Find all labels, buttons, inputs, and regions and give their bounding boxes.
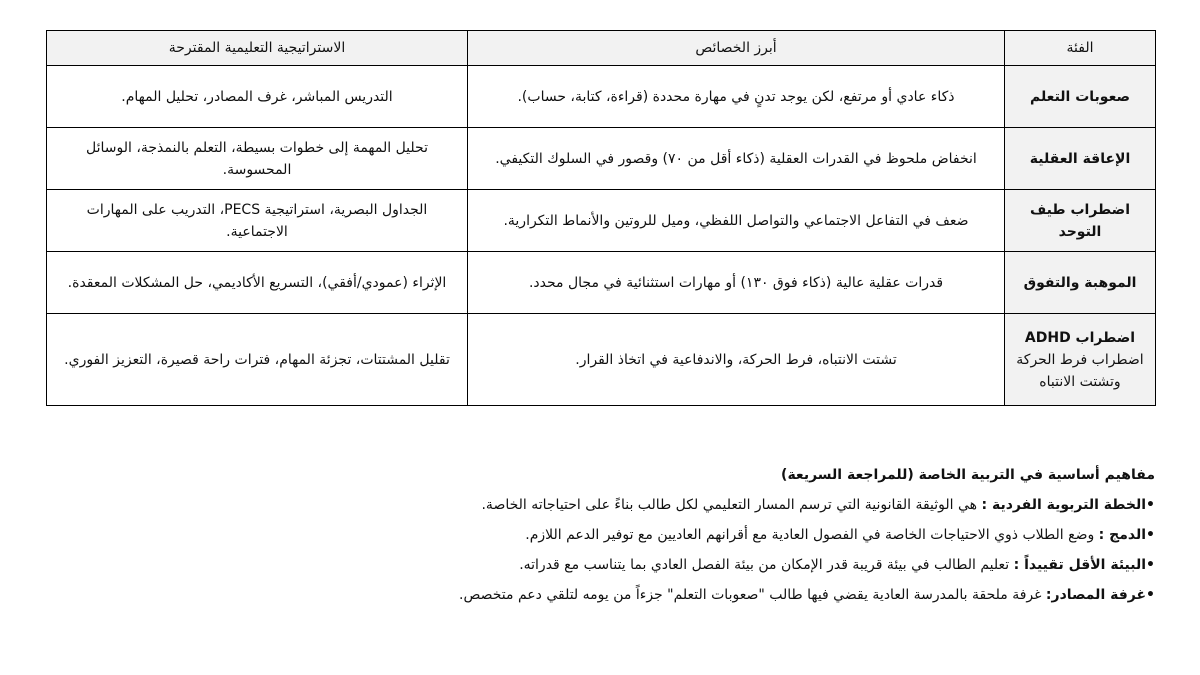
row-category	[1005, 314, 1156, 406]
row-strategy: التدريس المباشر، غرف المصادر، تحليل المهام.	[47, 66, 468, 128]
row-traits: انخفاض ملحوظ في القدرات العقلية (ذكاء أقل من ٧٠) وقصور في السلوك التكيفي.	[468, 128, 1005, 190]
category-label: صعوبات التعلم	[1029, 88, 1131, 105]
row-traits: ضعف في التفاعل الاجتماعي والتواصل اللفظي، وميل للروتين والأنماط التكرارية.	[468, 190, 1005, 252]
concept-definition: هي الوثيقة القانونية التي ترسم المسار التعليمي لكل طالب بناءً على احتياجاته الخاصة.	[481, 497, 982, 513]
category-label: الإعاقة العقلية	[1029, 150, 1131, 167]
row-strategy: تحليل المهمة إلى خطوات بسيطة، التعلم بالنمذجة، الوسائل المحسوسة.	[47, 128, 468, 190]
key-concepts-section	[46, 460, 1155, 610]
row-strategy: تقليل المشتتات، تجزئة المهام، فترات راحة قصيرة، التعزيز الفوري.	[47, 314, 468, 406]
concept-term: •البيئة الأقل تقييداً :	[1013, 557, 1155, 573]
concept-definition: غرفة ملحقة بالمدرسة العادية يقضي فيها طالب "صعوبات التعلم" جزءاً من يومه لتلقي دعم متخصص.	[459, 587, 1046, 603]
concept-term: •الخطة التربوية الفردية :	[981, 497, 1155, 513]
special-education-table	[46, 30, 1156, 406]
category-label: اضطراب طيف التوحد	[1030, 201, 1130, 240]
table-row	[47, 190, 1156, 252]
row-traits: ذكاء عادي أو مرتفع، لكن يوجد تدنٍ في مهارة محددة (قراءة، كتابة، حساب).	[468, 66, 1005, 128]
table-row	[47, 252, 1156, 314]
header-traits: أبرز الخصائص	[468, 31, 1005, 66]
table-row	[47, 66, 1156, 128]
header-category: الفئة	[1005, 31, 1156, 66]
table-row	[47, 128, 1156, 190]
list-item	[46, 580, 1155, 610]
concept-definition: تعليم الطالب في بيئة قريبة قدر الإمكان من بيئة الفصل العادي بما يتناسب مع قدراته.	[519, 557, 1014, 573]
list-item	[46, 490, 1155, 520]
row-traits: تشتت الانتباه، فرط الحركة، والاندفاعية في اتخاذ القرار.	[468, 314, 1005, 406]
table-row	[47, 314, 1156, 406]
section-heading: مفاهيم أساسية في التربية الخاصة (للمراجعة السريعة)	[781, 467, 1155, 483]
concept-definition: وضع الطلاب ذوي الاحتياجات الخاصة في الفصول العادية مع أقرانهم العاديين مع توفير الدعم اللازم.	[525, 527, 1099, 543]
row-strategy: الجداول البصرية، استراتيجية PECS، التدريب على المهارات الاجتماعية.	[47, 190, 468, 252]
row-traits: قدرات عقلية عالية (ذكاء فوق ١٣٠) أو مهارات استثنائية في مجال محدد.	[468, 252, 1005, 314]
category-label: الموهبة والتفوق	[1023, 274, 1137, 291]
row-category	[1005, 252, 1156, 314]
category-subtitle: اضطراب فرط الحركة وتشتت الانتباه	[1016, 351, 1144, 390]
row-category	[1005, 66, 1156, 128]
header-strategy: الاستراتيجية التعليمية المقترحة	[47, 31, 468, 66]
row-category	[1005, 190, 1156, 252]
category-label: اضطراب ADHD	[1024, 329, 1136, 346]
concept-term: •الدمج :	[1098, 527, 1155, 543]
table-header-row	[47, 31, 1156, 66]
concept-term: •غرفة المصادر:	[1045, 587, 1155, 603]
list-item	[46, 520, 1155, 550]
list-item	[46, 550, 1155, 580]
row-category	[1005, 128, 1156, 190]
row-strategy: الإثراء (عمودي/أفقي)، التسريع الأكاديمي، حل المشكلات المعقدة.	[47, 252, 468, 314]
